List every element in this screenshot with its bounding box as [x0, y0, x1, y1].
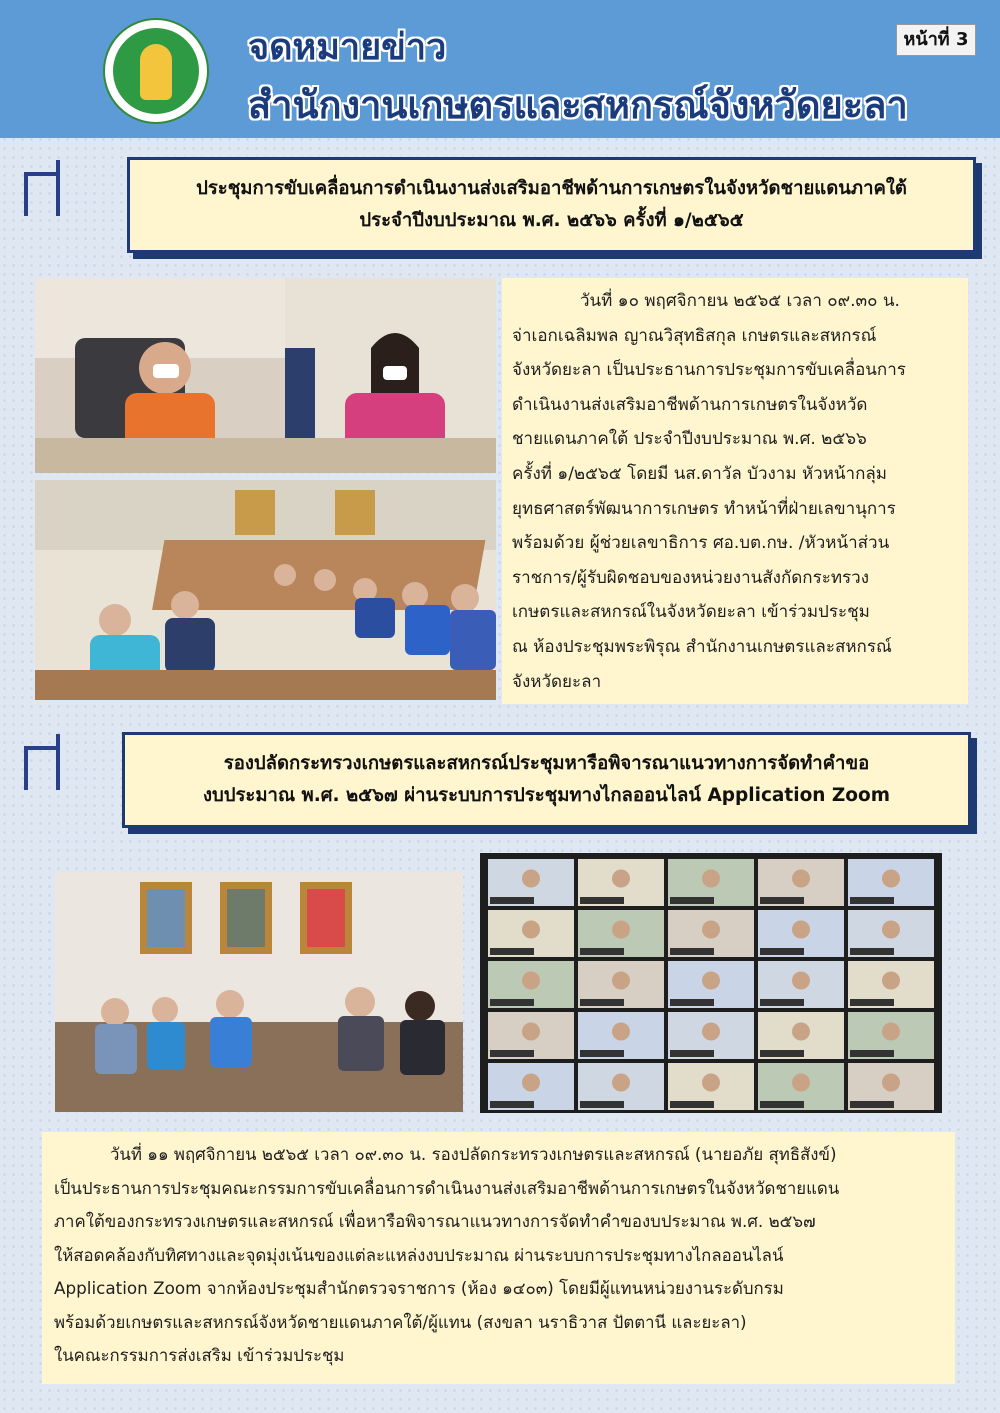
- participant-name-bar: [850, 948, 894, 955]
- participant-name-bar: [580, 1101, 624, 1108]
- participant-icon: [702, 921, 720, 939]
- participant-icon: [792, 1023, 810, 1041]
- participant-name-bar: [850, 1050, 894, 1057]
- participant-icon: [702, 870, 720, 888]
- participant-name-bar: [760, 999, 804, 1006]
- participant-name-bar: [670, 1050, 714, 1057]
- participant-name-bar: [670, 999, 714, 1006]
- participant-name-bar: [490, 948, 534, 955]
- participant-icon: [702, 972, 720, 990]
- participant-icon: [882, 870, 900, 888]
- participant-name-bar: [490, 999, 534, 1006]
- meeting-chair-photo: [35, 278, 496, 473]
- zoom-gallery-screenshot: [480, 853, 942, 1113]
- participant-icon: [792, 1074, 810, 1092]
- participant-icon: [792, 921, 810, 939]
- participant-name-bar: [670, 897, 714, 904]
- participant-name-bar: [580, 948, 624, 955]
- participant-name-bar: [760, 948, 804, 955]
- participant-icon: [882, 1074, 900, 1092]
- participant-icon: [522, 972, 540, 990]
- participant-name-bar: [670, 948, 714, 955]
- ministry-seal-icon: [103, 18, 209, 124]
- participant-name-bar: [580, 897, 624, 904]
- participant-icon: [882, 972, 900, 990]
- conference-room-photo: [55, 872, 463, 1112]
- participant-icon: [702, 1074, 720, 1092]
- section-mark-icon: [18, 730, 74, 794]
- participant-icon: [792, 870, 810, 888]
- participant-icon: [612, 1023, 630, 1041]
- participant-name-bar: [670, 1101, 714, 1108]
- participant-name-bar: [760, 1050, 804, 1057]
- participant-icon: [792, 972, 810, 990]
- participant-name-bar: [850, 897, 894, 904]
- newsletter-banner: [0, 0, 1000, 138]
- participant-icon: [522, 1023, 540, 1041]
- participant-icon: [522, 870, 540, 888]
- participant-icon: [612, 972, 630, 990]
- participant-name-bar: [850, 999, 894, 1006]
- participant-icon: [612, 921, 630, 939]
- participant-name-bar: [760, 897, 804, 904]
- article1-headline: ประชุมการขับเคลื่อนการดำเนินงานส่งเสริมอาชีพด้านการเกษตรในจังหวัดชายแดนภาคใต้ ประจำปีงบประมาณ พ.ศ. ๒๕๖๖ ครั้งที่ ๑/๒๕๖๕: [127, 157, 976, 253]
- section-mark-icon: [18, 156, 74, 220]
- newsletter-title: จดหมายข่าว: [248, 27, 447, 68]
- participant-icon: [522, 921, 540, 939]
- participant-icon: [522, 1074, 540, 1092]
- participant-name-bar: [580, 1050, 624, 1057]
- office-name: สำนักงานเกษตรและสหกรณ์จังหวัดยะลา: [248, 83, 908, 127]
- article2-body: วันที่ ๑๑ พฤศจิกายน ๒๕๖๕ เวลา ๐๙.๓๐ น. รองปลัดกระทรวงเกษตรและสหกรณ์ (นายอภัย สุทธิสังข์) เป็นประธานการประชุมคณะกรรมการขับเคลื่อนการดำเนินงานส่งเสริมอาชีพด้านการเกษตรในจังหวัดชายแดน ภาคใต้ของกระทรวงเกษตรและสหกรณ์ เพื่อหารือพิจารณาแนวทางการจัดทำคำของบประมาณ พ.ศ. ๒๕๖๗ ให้สอดคล้องกับทิศทางและจุดมุ่งเน้นของแต่ละแหล่งงบประมาณ ผ่านระบบการประชุมทางไกลออนไลน์ Application Zoom จากห้องประชุมสำนักตรวจราชการ (ห้อง ๑๔๐๓) โดยมีผู้แทนหน่วยงานระดับกรม พร้อมด้วยเกษตรและสหกรณ์จังหวัดชายแดนภาคใต้/ผู้แทน (สงขลา นราธิวาส ปัตตานี และยะลา) ในคณะกรรมการส่งเสริม เข้าร่วมประชุม: [42, 1132, 955, 1384]
- participant-icon: [612, 870, 630, 888]
- article2-headline: รองปลัดกระทรวงเกษตรและสหกรณ์ประชุมหารือพิจารณาแนวทางการจัดทำคำขอ งบประมาณ พ.ศ. ๒๕๖๗ ผ่านระบบการประชุมทางไกลออนไลน์ Application Zoom: [122, 732, 971, 828]
- participant-icon: [702, 1023, 720, 1041]
- participant-icon: [882, 1023, 900, 1041]
- participant-name-bar: [490, 1101, 534, 1108]
- article1-body: วันที่ ๑๐ พฤศจิกายน ๒๕๖๕ เวลา ๐๙.๓๐ น. จ่าเอกเฉลิมพล ญาณวิสุทธิสกุล เกษตรและสหกรณ์ จังหวัดยะลา เป็นประธานการประชุมการขับเคลื่อนการ ดำเนินงานส่งเสริมอาชีพด้านการเกษตรในจังหวัด ชายแดนภาคใต้ ประจำปีงบประมาณ พ.ศ. ๒๕๖๖ ครั้งที่ ๑/๒๕๖๕ โดยมี นส.ดาวัล บัวงาม หัวหน้ากลุ่ม ยุทธศาสตร์พัฒนาการเกษตร ทำหน้าที่ฝ่ายเลขานุการ พร้อมด้วย ผู้ช่วยเลขาธิการ ศอ.บต.กษ. /หัวหน้าส่วน ราชการ/ผู้รับผิดชอบของหน่วยงานสังกัดกระทรวง เกษตรและสหกรณ์ในจังหวัดยะลา เข้าร่วมประชุม ณ ห้องประชุมพระพิรุณ สำนักงานเกษตรและสหกรณ์ จังหวัดยะลา: [502, 278, 968, 704]
- participant-name-bar: [490, 897, 534, 904]
- participant-name-bar: [490, 1050, 534, 1057]
- participant-name-bar: [580, 999, 624, 1006]
- participant-name-bar: [760, 1101, 804, 1108]
- page-number-badge: หน้าที่ 3: [896, 24, 976, 56]
- participant-icon: [882, 921, 900, 939]
- participant-icon: [612, 1074, 630, 1092]
- participant-name-bar: [850, 1101, 894, 1108]
- meeting-room-photo: [35, 480, 496, 700]
